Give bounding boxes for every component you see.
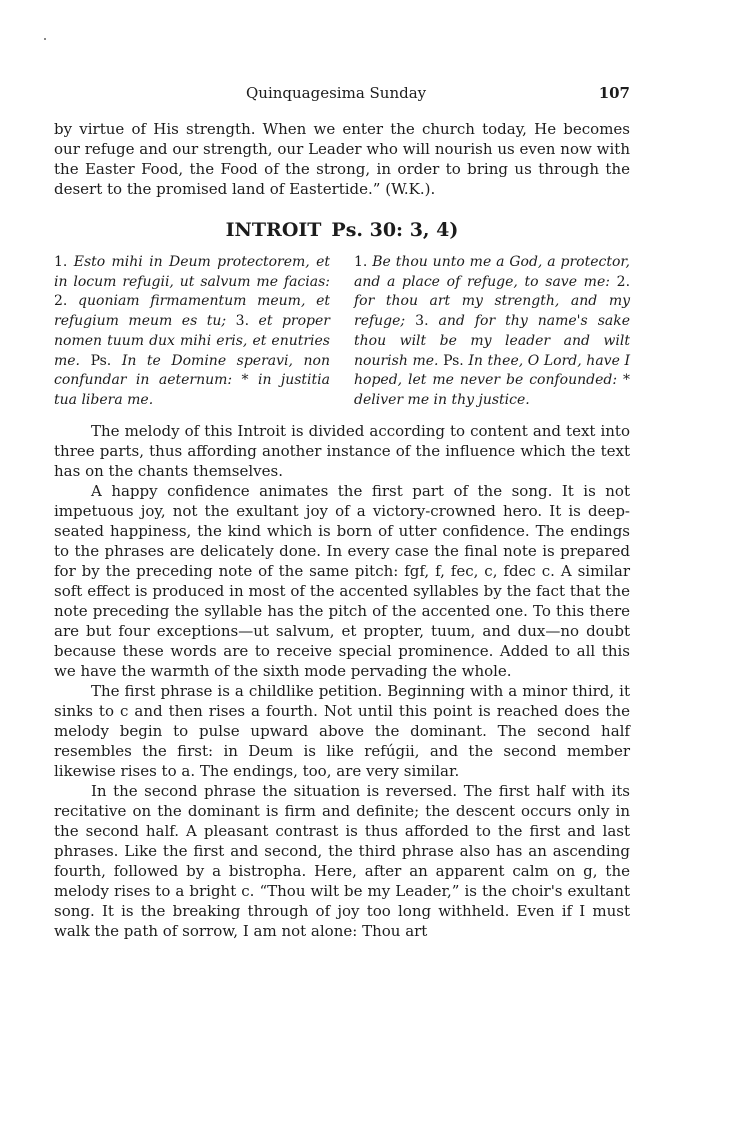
scan-speck bbox=[44, 38, 46, 40]
latin-verse-1: Esto mihi in Deum protectorem, et in locum refugii, ut salvum me facias: bbox=[54, 254, 330, 290]
section-title-reference: Ps. 30: 3, 4) bbox=[331, 219, 459, 241]
verse-number: 1. bbox=[354, 254, 368, 270]
english-column bbox=[354, 253, 630, 411]
english-verse-3: and for thy name's sake thou wilt be my leader and wilt nourish me. bbox=[354, 313, 630, 369]
section-heading bbox=[54, 219, 630, 241]
commentary bbox=[54, 421, 630, 941]
commentary-paragraph: In the second phrase the situation is reversed. The first half with its recitative on the dominant is firm and definite; the descent occurs only in the second half. A pleasant contrast is thus afforded to the first and last phrases. Like the first and second, the third phrase also has an ascending fourth, followed by a bistropha. Here, after an apparent calm on g, the melody rises to a bright c. “Thou wilt be my Leader,” is the choir's exultant song. It is the breaking through of joy too long withheld. Even if I must walk the path of sorrow, I am not alone: Thou art bbox=[54, 781, 630, 940]
intro-paragraph: by virtue of His strength. When we enter the church today, He becomes our refuge and our strength, our Leader who will nourish us even now with the Easter Food, the Food of the strong, in order to bring us through the desert to the promised land of Eastertide.” (W.K.). bbox=[54, 120, 630, 198]
verse-number: 3. bbox=[235, 313, 250, 330]
psalm-label: Ps. bbox=[90, 352, 112, 369]
english-psalm-verse: In thee, O Lord, have I hoped, let me never be confounded: * deliver me in thy justice. bbox=[354, 352, 630, 408]
latin-verse-3: et proper nomen tuum dux mihi eris, et enutries me. bbox=[54, 313, 330, 369]
introit-columns bbox=[54, 253, 630, 411]
section-title-label: INTROIT bbox=[225, 219, 322, 241]
verse-number: 1. bbox=[54, 254, 68, 270]
english-text bbox=[354, 253, 630, 411]
book-page bbox=[54, 84, 630, 941]
running-header bbox=[54, 84, 630, 108]
commentary-paragraph: The first phrase is a childlike petition. Beginning with a minor third, it sinks to c and then rises a fourth. Not until this point is reached does the melody begin to pulse upward above the dominant. The second half resembles the first: in Deum is like refúgii, and the second member likewise rises to a. The endings, too, are very similar. bbox=[54, 681, 630, 780]
english-verse-2: for thou art my strength, and my refuge; bbox=[354, 293, 630, 330]
psalm-label: Ps. bbox=[443, 352, 464, 369]
english-verse-1: Be thou unto me a God, a protector, and a place of refuge, to save me: bbox=[354, 254, 630, 290]
verse-number: 2. bbox=[54, 293, 68, 310]
commentary-paragraph: The melody of this Introit is divided according to content and text into three parts, thus affording another instance of the influence which the text has on the chants themselves. bbox=[54, 421, 630, 480]
latin-verse-2: quoniam firmamentum meum, et refugium meum es tu; bbox=[54, 293, 330, 330]
latin-column bbox=[54, 253, 330, 411]
page-number: 107 bbox=[598, 84, 630, 102]
running-title: Quinquagesima Sunday bbox=[246, 84, 427, 102]
latin-text bbox=[54, 253, 330, 411]
verse-number: 2. bbox=[616, 273, 631, 290]
latin-psalm-verse: In te Domine speravi, non confundar in aeternum: * in justitia tua libera me. bbox=[54, 352, 330, 408]
commentary-paragraph: A happy confidence animates the first part of the song. It is not impetuous joy, not the exultant joy of a victory-crowned hero. It is deep-seated happiness, the kind which is born of utter confidence. The endings to the phrases are delicately done. In every case the final note is prepared for by the preceding note of the same pitch: fgf, f, fec, c, fdec c. A similar soft effect is produced in most of the accented syllables by the fact that the note preceding the syllable has the pitch of the accented one. To this there are but four exceptions—ut salvum, et propter, tuum, and dux—no doubt because these words are to receive special prominence. Added to all this we have the warmth of the sixth mode pervading the whole. bbox=[54, 481, 630, 680]
verse-number: 3. bbox=[415, 313, 429, 330]
